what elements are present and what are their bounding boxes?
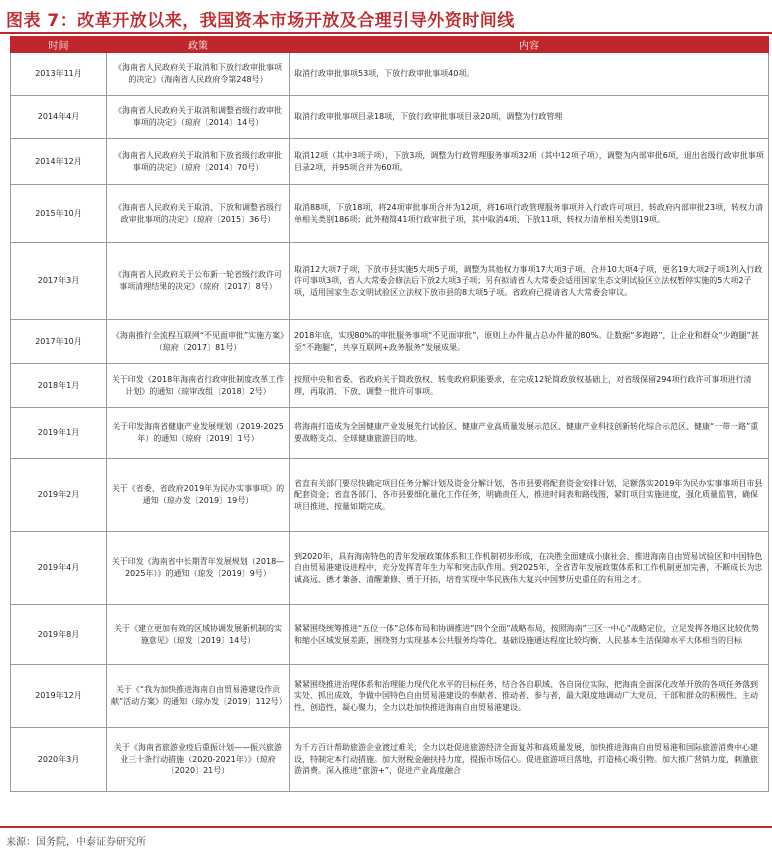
table-row: [11, 532, 769, 605]
row-time: 2013年11月: [11, 53, 107, 96]
row-policy: 关于《建立更加有效的区域协调发展新机制的实施意见》（琼发〔2019〕14号）: [107, 605, 290, 665]
chart-title: 图表 7：改革开放以来，我国资本市场开放及合理引导外资时间线: [6, 11, 515, 31]
table-header-row: [11, 37, 769, 53]
table-row: [11, 96, 769, 139]
row-content: 省直有关部门要尽快确定项目任务分解计划及资金分解计划，各市县要将配套资金安排计划，足额落实2019年为民办实事事项目市县配套资金；省直各部门、各市县要细化量化工作任务，明确责任人，推进时间表和路线图，紧盯项目实施进度，强化质量监管，确保项目推进、按量如期完成。: [290, 459, 769, 532]
row-time: 2019年1月: [11, 408, 107, 459]
row-time: 2019年4月: [11, 532, 107, 605]
row-content: 取消行政审批事项53项，下放行政审批事项40项。: [290, 53, 769, 96]
row-content: 取消88项，下放18项，将24项审批事项合并为12项，将16项行政管理服务事项并入行政许可项目，转政府内部审批23项，转权力清单相关类别186项；此外精简41项行政审批子项，其中取消4项、下放11项、转权力清单相关类别19项。: [290, 185, 769, 243]
row-time: 2019年2月: [11, 459, 107, 532]
row-content: 到2020年，具有海南特色的青年发展政策体系和工作机制初步形成，在决胜全面建成小康社会、推进海南自由贸易试验区和中国特色自由贸易港建设进程中，充分发挥青年生力军和突击队作用。到2025年，全省青年发展政策体系和工作机制更加完善，不断成长为忠诚高远、德才兼备、清醒兼修、勇于开拓，培育实现中华民族伟大复兴中国梦历史重任的有用之才。: [290, 532, 769, 605]
row-policy: 关于《省委、省政府2019年为民办实事事项》的通知（琼办发〔2019〕19号）: [107, 459, 290, 532]
row-time: 2017年3月: [11, 243, 107, 320]
timeline-table: [10, 36, 769, 792]
table-row: [11, 364, 769, 408]
table-row: [11, 320, 769, 364]
header-content: 内容: [290, 37, 769, 53]
table-row: [11, 139, 769, 185]
row-time: 2017年10月: [11, 320, 107, 364]
table-row: [11, 459, 769, 532]
row-policy: 关于《海南省旅游业疫后重振计划——振兴旅游业三十条行动措施（2020-2021年）》（琼府〔2020〕21号）: [107, 728, 290, 792]
table-row: [11, 408, 769, 459]
table-row: [11, 243, 769, 320]
row-content: 取消12项（其中3项子项），下放3项，调整为行政管理服务事项32项（其中12项子项），调整为内部审批6项，退出省级行政审批事项目录2项，并95项合并为60项。: [290, 139, 769, 185]
row-policy: 《海南省人民政府关于取消和调整省级行政审批事项的决定》（琼府〔2014〕14号）: [107, 96, 290, 139]
row-policy: 《海南省人民政府关于取消和下放省级行政审批事项的决定》（琼府〔2014〕70号）: [107, 139, 290, 185]
table-row: [11, 728, 769, 792]
row-content: 取消12大项7子项，下放市县实施5大项5子项，调整为其他权力事项17大项3子项，合并10大项4子项，更名19大项2子项1列入行政许可事项3项，省人大常委会修法后下放2大项3子项；另有拟请省人大常委会适用国家生态文明试验区立法权暂停实施的5大项2子项，适用国家生态文明试验区立法权下放市县的8大项5子项。省政府已提请省人大常委会审议。: [290, 243, 769, 320]
row-time: 2018年1月: [11, 364, 107, 408]
row-policy: 《海南省人民政府关于公布新一轮省级行政许可事项清理结果的决定》（琼府〔2017〕8号）: [107, 243, 290, 320]
row-time: 2015年10月: [11, 185, 107, 243]
row-content: 紧紧围绕推进治理体系和治理能力现代化水平的目标任务，结合各自职域、各自岗位实际，把海南全面深化改革开放的各项任务落到实处、抓出成效，争做中国特色自由贸易港建设的奉献者、推动者、参与者，最大限度地调动广大党员、干部和群众的积极性、主动性、创造性，凝心聚力，全力以赴加快推进海南自由贸易港建设。: [290, 665, 769, 728]
row-content: 2018年底，实现80%的审批服务事项“不见面审批”，原则上办件量占总办件量的80%。让数据“多跑路”，让企业和群众“少跑腿”甚至“不跑腿”，共享互联网+政务服务”发展成果。: [290, 320, 769, 364]
row-time: 2019年8月: [11, 605, 107, 665]
title-bar: [0, 0, 772, 34]
row-policy: 关于《“我为加快推进海南自由贸易港建设作贡献”活动方案》的通知（琼办发〔2019〕112号）: [107, 665, 290, 728]
table-row: [11, 185, 769, 243]
row-time: 2014年12月: [11, 139, 107, 185]
row-time: 2020年3月: [11, 728, 107, 792]
row-content: 紧紧围绕统筹推进“五位一体”总体布局和协调推进“四个全面”战略布局，按照海南“三区一中心”战略定位，立足发挥各地区比较优势和缩小区域发展差距，围绕努力实现基本公共服务均等化、基础设施通达程度比较均衡、人民基本生活保障水平大体相当的目标: [290, 605, 769, 665]
row-policy: 关于印发海南省健康产业发展规划（2019-2025年）的通知（琼府〔2019〕1号）: [107, 408, 290, 459]
row-time: 2019年12月: [11, 665, 107, 728]
table-row: [11, 53, 769, 96]
row-content: 将海南打造成为全国健康产业发展先行试验区、健康产业高质量发展示范区、健康产业科技创新转化综合示范区、健康“一带一路”重要战略支点、全球健康旅游目的地。: [290, 408, 769, 459]
row-policy: 关于印发《2018年海南省行政审批制度改革工作计划》的通知（琼审改组〔2018〕2号）: [107, 364, 290, 408]
row-content: 为千方百计帮助旅游企业渡过难关，全力以赴促进旅游经济全面复苏和高质量发展，加快推进海南自由贸易港和国际旅游消费中心建设，特制定本行动措施。加大财税金融扶持力度，提振市场信心。促进旅游项目落地，打造核心吸引物。加大推广营销力度，刺激旅游消费。深入推进“旅游+”，促进产业高度融合: [290, 728, 769, 792]
row-policy: 关于印发《海南省中长期青年发展规划（2018—2025年）》的通知（琼发〔2019〕9号）: [107, 532, 290, 605]
row-policy: 《海南省人民政府关于取消、下放和调整省级行政审批事项的决定》（琼府〔2015〕36号）: [107, 185, 290, 243]
row-content: 按照中央和省委、省政府关于简政放权、转变政府职能要求，在完成12轮简政放权基础上，对省级保留294项行政许可事项进行清理，再取消、下放、调整一批许可事项。: [290, 364, 769, 408]
source-note: 来源：国务院，中泰证券研究所: [6, 837, 146, 848]
table-row: [11, 605, 769, 665]
header-time: 时间: [11, 37, 107, 53]
source-bar: [0, 826, 772, 850]
row-policy: 《海南推行全流程互联网“不见面审批”实施方案》（琼府〔2017〕81号）: [107, 320, 290, 364]
header-policy: 政策: [107, 37, 290, 53]
row-policy: 《海南省人民政府关于取消和下放行政审批事项的决定》（海南省人民政府令第248号）: [107, 53, 290, 96]
table-row: [11, 665, 769, 728]
row-time: 2014年4月: [11, 96, 107, 139]
row-content: 取消行政审批事项目录18项，下放行政审批事项目录20项，调整为行政管理: [290, 96, 769, 139]
